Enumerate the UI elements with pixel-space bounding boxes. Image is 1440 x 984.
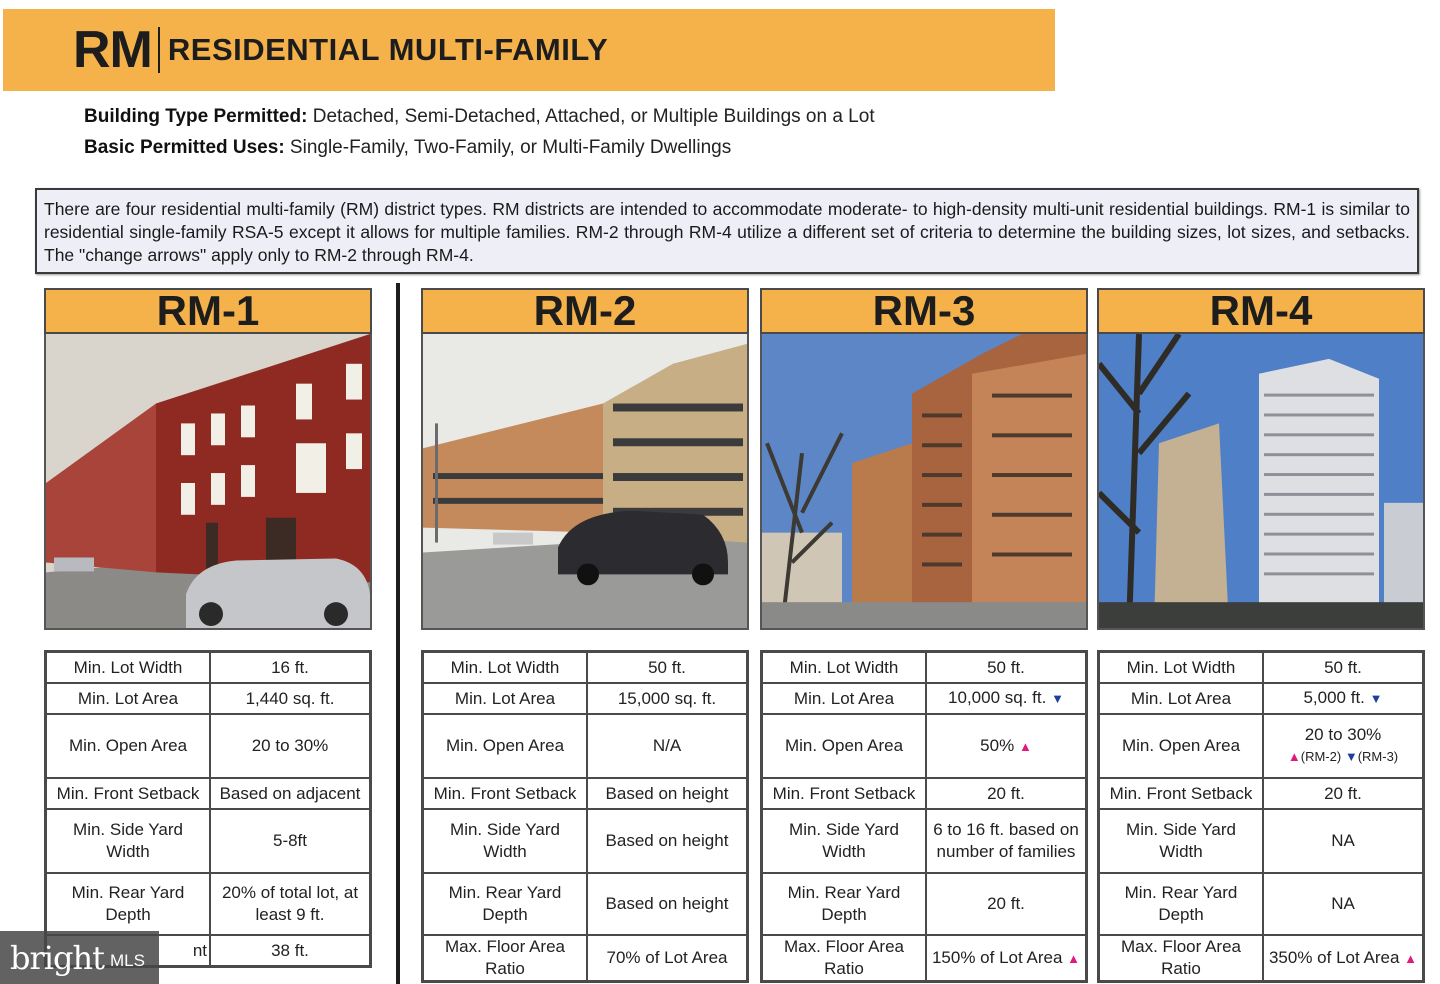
value-side-yard: NA — [1263, 809, 1424, 873]
district-title: RM-3 — [760, 288, 1088, 334]
value-far: 350% of Lot Area — [1268, 947, 1400, 967]
value-open-area: 20 to 30% — [1304, 725, 1382, 744]
label-rear-yard: Min. Rear Yard Depth — [423, 873, 588, 935]
value-rear-yard: 20% of total lot, at least 9 ft. — [210, 873, 371, 935]
value-side-yard: 6 to 16 ft. based on number of families — [926, 809, 1087, 873]
value-front-setback: Based on adjacent — [210, 778, 371, 809]
header-divider — [158, 27, 160, 73]
label-far-partial: nt — [46, 935, 211, 967]
label-open-area: Min. Open Area — [762, 714, 927, 778]
label-lot-area: Min. Lot Area — [46, 683, 211, 714]
district-title: RM-4 — [1097, 288, 1425, 334]
value-front-setback: 20 ft. — [1263, 778, 1424, 809]
triangle-up-icon: ▲ — [1018, 738, 1032, 754]
label-open-area: Min. Open Area — [423, 714, 588, 778]
label-front-setback: Min. Front Setback — [762, 778, 927, 809]
value-lot-area-cell — [926, 683, 1087, 714]
label-rear-yard: Min. Rear Yard Depth — [762, 873, 927, 935]
specs-table-rm4 — [1097, 650, 1425, 983]
value-rear-yard: NA — [1263, 873, 1424, 935]
label-open-area: Min. Open Area — [46, 714, 211, 778]
bright-mls-watermark — [0, 931, 159, 984]
table-row — [46, 778, 371, 809]
value-side-yard: Based on height — [587, 809, 748, 873]
label-side-yard: Min. Side Yard Width — [762, 809, 927, 873]
district-photo-rowhouses — [44, 334, 372, 630]
value-lot-width: 16 ft. — [210, 652, 371, 684]
district-photo-lowrise-apartments — [421, 334, 749, 630]
triangle-up-icon: ▲ — [1067, 950, 1081, 966]
table-row — [46, 873, 371, 935]
label-lot-width: Min. Lot Width — [46, 652, 211, 684]
header-band — [3, 9, 1055, 91]
value-lot-area: 1,440 sq. ft. — [210, 683, 371, 714]
value-front-setback: 20 ft. — [926, 778, 1087, 809]
table-row — [1099, 778, 1424, 809]
district-title: RM-1 — [44, 288, 372, 334]
value-far: 70% of Lot Area — [587, 935, 748, 982]
district-photo-highrise-towers — [1097, 334, 1425, 630]
table-row — [762, 778, 1087, 809]
watermark-logo-text: bright — [10, 938, 104, 977]
table-row — [762, 683, 1087, 714]
table-row — [762, 714, 1087, 778]
specs-table-rm2 — [421, 650, 749, 983]
label-rear-yard: Min. Rear Yard Depth — [1099, 873, 1264, 935]
building-type-label: Building Type Permitted: — [84, 106, 308, 127]
table-row — [46, 714, 371, 778]
triangle-up-icon: ▲ — [1404, 950, 1418, 966]
value-lot-area: 5,000 ft. — [1303, 688, 1365, 707]
value-lot-width: 50 ft. — [1263, 652, 1424, 684]
table-row — [1099, 714, 1424, 778]
label-lot-width: Min. Lot Width — [1099, 652, 1264, 684]
district-photo-midrise-towers — [760, 334, 1088, 630]
value-lot-area-cell — [1263, 683, 1424, 714]
table-row — [1099, 809, 1424, 873]
table-row — [423, 935, 748, 982]
intro-box: There are four residential multi-family (RM) district types. RM districts are intended to accommodate moderate- to high-density multi-unit residential buildings. RM-1 is similar to residential single-family RSA-5 except it allows for multiple families. RM-2 through RM-4 utilize a different set of criteria to determine the building sizes, lot sizes, and setbacks. The "change arrows" apply only to RM-2 through RM-4. — [35, 188, 1419, 274]
label-far: Max. Floor Area Ratio — [1099, 935, 1264, 982]
label-front-setback: Min. Front Setback — [1099, 778, 1264, 809]
specs-table-rm1 — [44, 650, 372, 968]
note-rm2: (RM-2) — [1300, 749, 1342, 764]
label-front-setback: Min. Front Setback — [46, 778, 211, 809]
label-rear-yard: Min. Rear Yard Depth — [46, 873, 211, 935]
triangle-down-icon: ▼ — [1051, 691, 1064, 706]
district-card-rm3 — [760, 288, 1088, 630]
watermark-sub-text: MLS — [109, 950, 145, 970]
value-open-area-cell — [926, 714, 1087, 778]
table-row — [423, 809, 748, 873]
header-title: RESIDENTIAL MULTI-FAMILY — [167, 32, 609, 67]
value-open-area: N/A — [587, 714, 748, 778]
value-lot-area: 15,000 sq. ft. — [587, 683, 748, 714]
label-far: Max. Floor Area Ratio — [423, 935, 588, 982]
table-row — [1099, 935, 1424, 982]
table-row — [423, 652, 748, 684]
table-row — [1099, 683, 1424, 714]
value-far-cell — [1263, 935, 1424, 982]
label-far: Max. Floor Area Ratio — [762, 935, 927, 982]
district-title: RM-2 — [421, 288, 749, 334]
table-row — [46, 683, 371, 714]
header-code: RM — [73, 21, 152, 79]
table-row — [1099, 652, 1424, 684]
value-open-area: 20 to 30% — [210, 714, 371, 778]
table-row — [423, 683, 748, 714]
label-side-yard: Min. Side Yard Width — [1099, 809, 1264, 873]
label-lot-area: Min. Lot Area — [423, 683, 588, 714]
label-lot-area: Min. Lot Area — [1099, 683, 1264, 714]
value-side-yard: 5-8ft — [210, 809, 371, 873]
value-lot-width: 50 ft. — [926, 652, 1087, 684]
triangle-down-icon: ▼ — [1344, 749, 1358, 764]
table-row — [762, 873, 1087, 935]
table-row — [423, 714, 748, 778]
permitted-uses-value: Single-Family, Two-Family, or Multi-Family Dwellings — [284, 137, 732, 158]
table-row — [762, 809, 1087, 873]
value-lot-area: 10,000 sq. ft. — [948, 688, 1047, 707]
value-front-setback: Based on height — [587, 778, 748, 809]
value-open-area: 50% — [980, 735, 1015, 755]
district-card-rm1 — [44, 288, 372, 630]
district-card-rm2 — [421, 288, 749, 630]
district-card-rm4 — [1097, 288, 1425, 630]
label-lot-width: Min. Lot Width — [762, 652, 927, 684]
table-row — [423, 873, 748, 935]
permitted-uses-label: Basic Permitted Uses: — [84, 137, 285, 158]
column-divider — [396, 283, 400, 984]
table-row — [762, 935, 1087, 982]
open-area-notes — [1266, 746, 1420, 768]
value-lot-width: 50 ft. — [587, 652, 748, 684]
table-row — [46, 809, 371, 873]
label-lot-area: Min. Lot Area — [762, 683, 927, 714]
table-row — [46, 652, 371, 684]
value-far: 38 ft. — [210, 935, 371, 967]
triangle-down-icon: ▼ — [1369, 691, 1383, 706]
permitted-uses-line — [84, 137, 731, 159]
triangle-up-icon: ▲ — [1287, 749, 1301, 764]
specs-table-rm3 — [760, 650, 1088, 983]
label-lot-width: Min. Lot Width — [423, 652, 588, 684]
value-rear-yard: Based on height — [587, 873, 748, 935]
table-row — [423, 778, 748, 809]
label-side-yard: Min. Side Yard Width — [423, 809, 588, 873]
label-side-yard: Min. Side Yard Width — [46, 809, 211, 873]
value-open-area-cell — [1263, 714, 1424, 778]
note-rm3: (RM-3) — [1357, 749, 1399, 764]
label-open-area: Min. Open Area — [1099, 714, 1264, 778]
table-row — [1099, 873, 1424, 935]
building-type-value: Detached, Semi-Detached, Attached, or Multiple Buildings on a Lot — [307, 106, 875, 127]
value-rear-yard: 20 ft. — [926, 873, 1087, 935]
value-far-cell — [926, 935, 1087, 982]
building-type-line — [84, 106, 875, 128]
label-front-setback: Min. Front Setback — [423, 778, 588, 809]
table-row — [762, 652, 1087, 684]
value-far: 150% of Lot Area — [931, 947, 1063, 967]
